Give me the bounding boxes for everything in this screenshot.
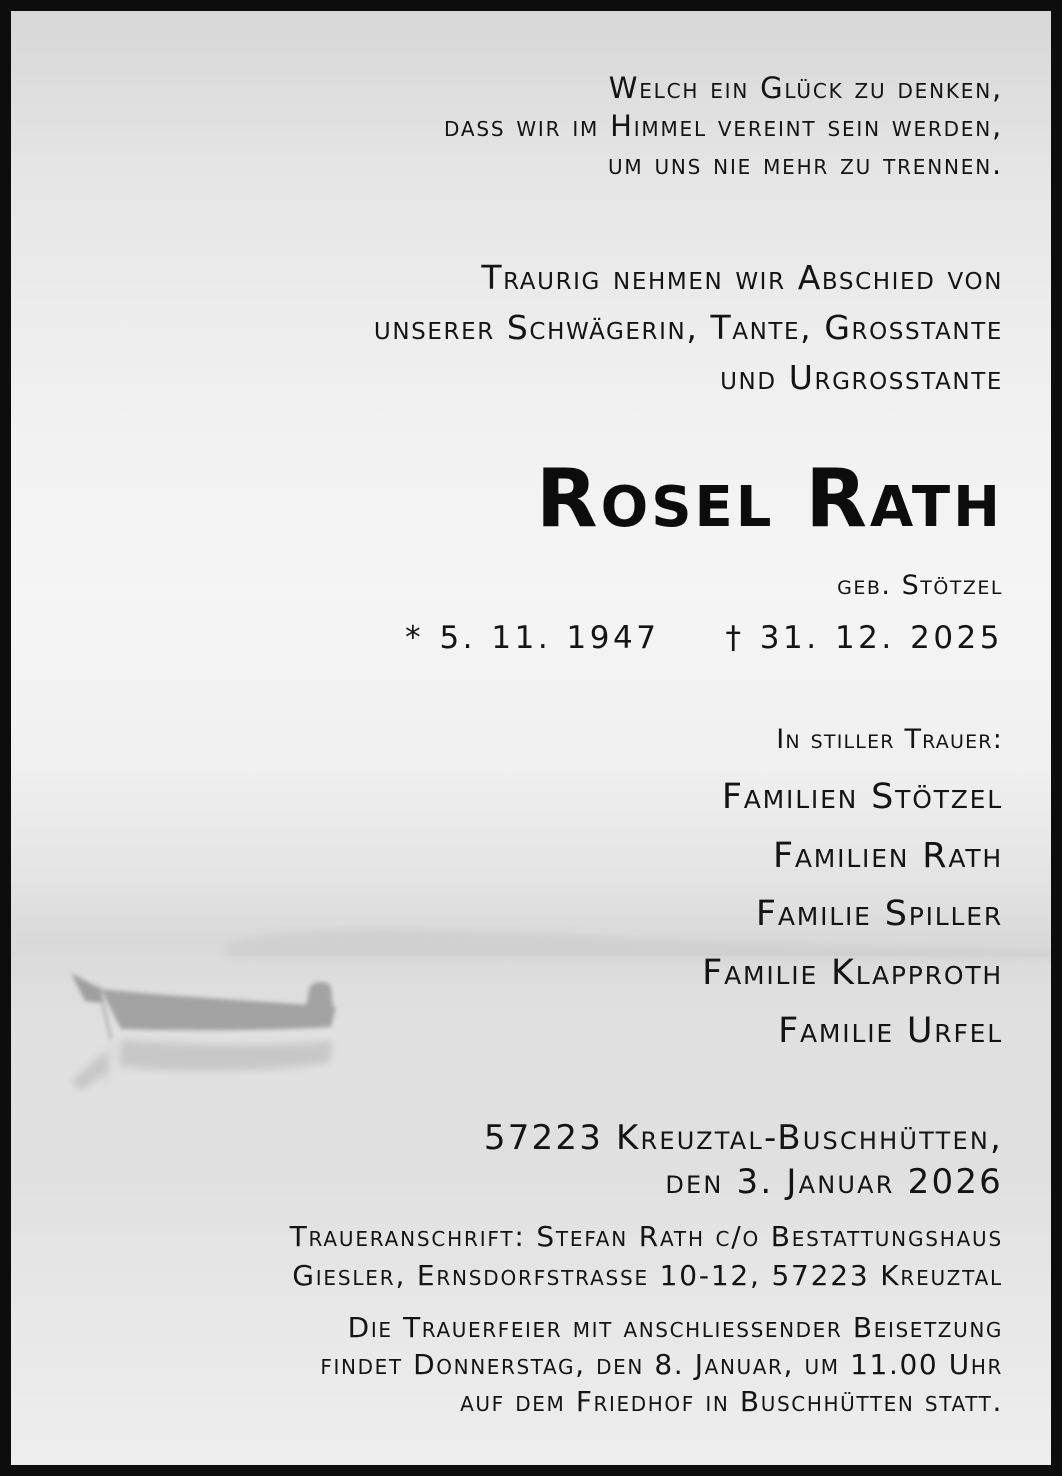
address-line: Giesler, Ernsdorfstrasse 10-12, 57223 Kreuztal — [292, 1259, 1003, 1292]
birth-date: * 5. 11. 1947 — [405, 620, 660, 656]
mourners-label: In stiller Trauer: — [776, 724, 1003, 755]
poem-verse — [444, 69, 1003, 183]
family-name: Familien Stötzel — [721, 777, 1003, 817]
poem-line: Welch ein Glück zu denken, — [608, 71, 1003, 105]
family-name: Familie Urfel — [778, 1011, 1003, 1051]
birth-name: geb. Stötzel — [837, 570, 1003, 601]
family-name: Familie Klapproth — [702, 952, 1003, 993]
place-line: 57223 Kreuztal-Buschhütten, — [483, 1118, 1003, 1158]
deceased-name: Rosel Rath — [536, 452, 1003, 545]
mourner-families — [702, 768, 1003, 1061]
funeral-notice — [320, 1309, 1003, 1420]
poem-line: um uns nie mehr zu trennen. — [607, 147, 1003, 181]
death-date: † 31. 12. 2025 — [725, 620, 1003, 656]
ceremony-line: auf dem Friedhof in Buschhütten statt. — [460, 1385, 1003, 1418]
ceremony-line: Die Trauerfeier mit anschliessender Beisetzung — [347, 1311, 1003, 1344]
family-name: Familien Rath — [772, 835, 1003, 876]
farewell-intro — [374, 253, 1003, 403]
intro-line: Traurig nehmen wir Abschied von — [481, 258, 1003, 297]
mourning-address — [290, 1217, 1003, 1295]
life-dates — [405, 617, 1003, 659]
place-and-date — [484, 1116, 1003, 1204]
family-name: Familie Spiller — [755, 894, 1003, 934]
date-line: den 3. Januar 2026 — [665, 1162, 1003, 1202]
poem-line: dass wir im Himmel vereint sein werden, — [444, 109, 1003, 143]
intro-line: und Urgrosstante — [720, 358, 1003, 397]
intro-line: unserer Schwägerin, Tante, Grosstante — [373, 308, 1003, 347]
address-line: Traueranschrift: Stefan Rath c/o Bestattungshaus — [289, 1220, 1003, 1253]
ceremony-line: findet Donnerstag, den 8. Januar, um 11.00 Uhr — [320, 1348, 1003, 1381]
